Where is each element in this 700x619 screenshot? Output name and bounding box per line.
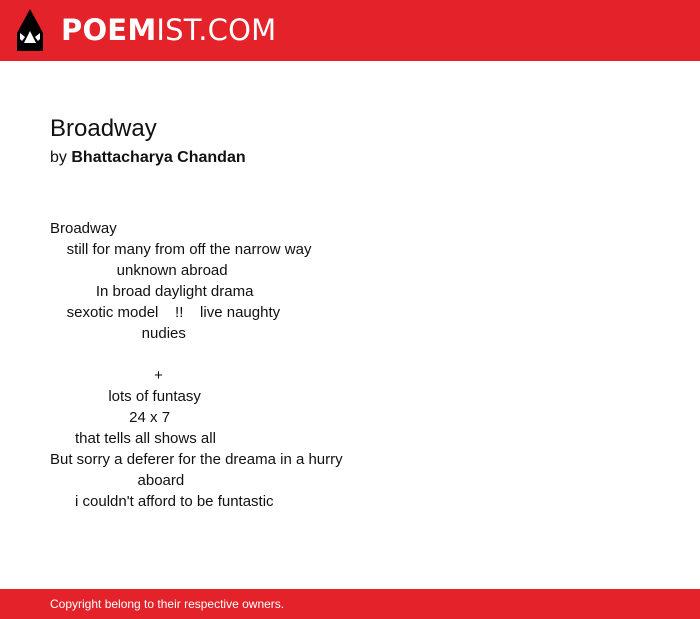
poem-line: sexotic model !! live naughty (50, 304, 281, 321)
logo-light-part: IST.COM (156, 13, 277, 47)
site-logo-text (61, 9, 276, 51)
site-header (0, 0, 700, 61)
site-logo-link[interactable] (17, 9, 276, 51)
poem-line: In broad daylight drama (50, 283, 254, 300)
poem-line: aboard (50, 472, 185, 489)
by-label: by (50, 149, 67, 166)
poem-line: i couldn't afford to be funtastic (50, 493, 274, 510)
logo-bold-part: POEM (61, 13, 157, 47)
author-name[interactable]: Bhattacharya Chandan (71, 149, 246, 166)
poem-byline (50, 146, 650, 170)
poem-line: nudies (50, 325, 186, 342)
poem-line: still for many from off the narrow way (50, 241, 312, 258)
copyright-text: Copyright belong to their respective owners. (50, 597, 285, 611)
poem-line: unknown abroad (50, 262, 228, 279)
poem-line: But sorry a deferer for the dreama in a hurry (50, 451, 343, 468)
poem-line: + (50, 367, 163, 384)
poem-line: lots of funtasy (50, 388, 201, 405)
poem-title: Broadway (50, 115, 157, 142)
site-footer (0, 589, 700, 619)
poem-line: that tells all shows all (50, 430, 216, 447)
poem-content (50, 112, 650, 512)
pencil-icon (17, 9, 43, 51)
poem-line (50, 344, 650, 365)
poem-body (50, 218, 650, 512)
poem-line: 24 x 7 (50, 409, 171, 426)
poem-line: Broadway (50, 220, 117, 237)
